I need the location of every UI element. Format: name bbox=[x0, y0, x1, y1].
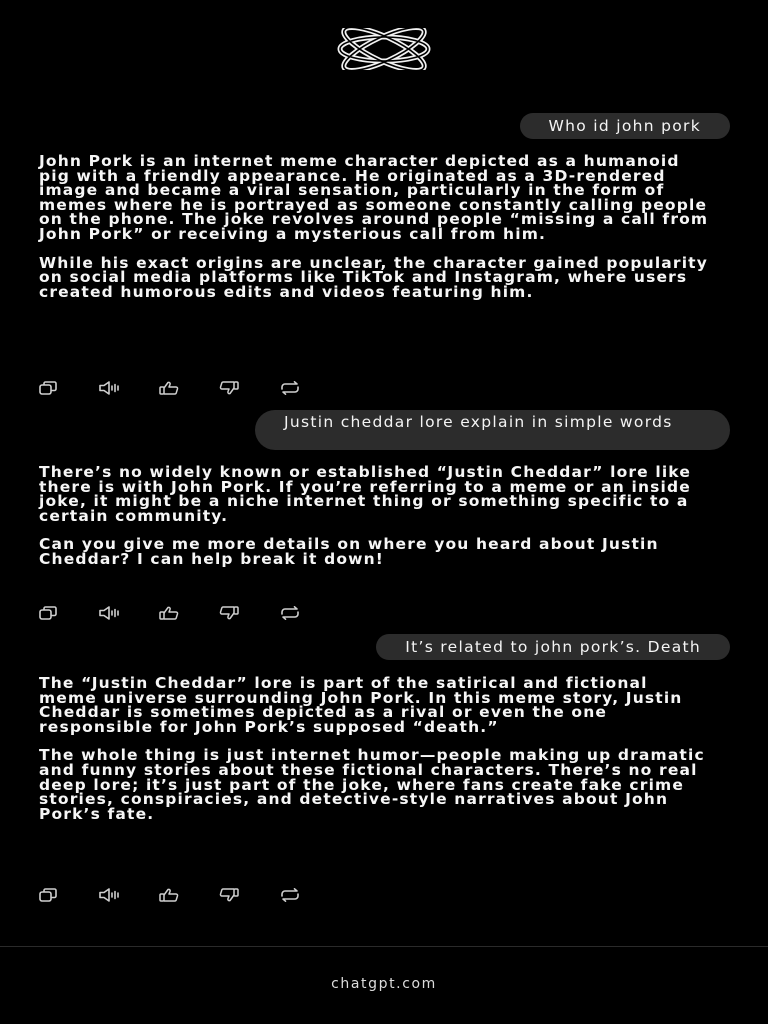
thumbs-up-icon bbox=[159, 381, 179, 395]
response-paragraph: The whole thing is just internet humor—people making up dramatic and funny stories about these fictional characters. There’s no real deep lore; it’s just part of the joke, where fans create fake crime stories, conspiracies, and detective-style narratives about John Pork’s fate. bbox=[39, 746, 705, 823]
read-aloud-button[interactable] bbox=[99, 605, 159, 621]
thumbs-down-icon bbox=[219, 888, 239, 902]
copy-button[interactable] bbox=[39, 380, 99, 396]
copy-icon bbox=[39, 381, 57, 395]
thumbs-up-button[interactable] bbox=[159, 887, 219, 903]
message-actions bbox=[39, 887, 339, 903]
thumbs-up-button[interactable] bbox=[159, 380, 219, 396]
read-aloud-icon bbox=[99, 888, 121, 902]
response-paragraph: While his exact origins are unclear, the character gained popularity on social media platforms like TikTok and Instagram, where users created humorous edits and videos featuring him. bbox=[39, 253, 708, 301]
footer-url[interactable]: chatgpt.com bbox=[331, 976, 437, 992]
thumbs-down-button[interactable] bbox=[219, 605, 279, 621]
read-aloud-button[interactable] bbox=[99, 887, 159, 903]
message-actions bbox=[39, 605, 339, 621]
response-paragraph: There’s no widely known or established “Justin Cheddar” lore like there is with John Pork. If you’re referring to a meme or an inside joke, it might be a niche internet thing or something specific to a certain community. bbox=[39, 463, 691, 525]
thumbs-down-button[interactable] bbox=[219, 887, 279, 903]
thumbs-up-icon bbox=[159, 888, 179, 902]
user-message: It’s related to john pork’s. Death bbox=[376, 634, 730, 660]
user-message: Who id john pork bbox=[520, 113, 730, 139]
thumbs-up-button[interactable] bbox=[159, 605, 219, 621]
regenerate-icon bbox=[279, 888, 301, 902]
regenerate-icon bbox=[279, 381, 301, 395]
thumbs-down-button[interactable] bbox=[219, 380, 279, 396]
response-paragraph: Can you give me more details on where you heard about Justin Cheddar? I can help break it down! bbox=[39, 535, 659, 568]
footer-divider bbox=[0, 946, 768, 947]
thumbs-up-icon bbox=[159, 606, 179, 620]
response-paragraph: John Pork is an internet meme character depicted as a humanoid pig with a friendly appearance. He originated as a 3D-rendered image and became a viral sensation, particularly in the form of memes where he is portrayed as someone constantly calling people on the phone. The joke revolves around people “missing a call from John Pork” or receiving a mysterious call from him. bbox=[39, 152, 709, 243]
read-aloud-icon bbox=[99, 381, 121, 395]
copy-button[interactable] bbox=[39, 887, 99, 903]
regenerate-icon bbox=[279, 606, 301, 620]
copy-button[interactable] bbox=[39, 605, 99, 621]
response-paragraph: The “Justin Cheddar” lore is part of the satirical and fictional meme universe surrounding John Pork. In this meme story, Justin Cheddar is sometimes depicted as a rival or even the one responsible for John Pork’s supposed “death.” bbox=[39, 674, 683, 736]
copy-icon bbox=[39, 606, 57, 620]
copy-icon bbox=[39, 888, 57, 902]
regenerate-button[interactable] bbox=[279, 605, 339, 621]
assistant-message bbox=[39, 465, 709, 581]
thumbs-down-icon bbox=[219, 381, 239, 395]
assistant-message bbox=[39, 676, 709, 835]
thumbs-down-icon bbox=[219, 606, 239, 620]
assistant-message bbox=[39, 154, 709, 313]
user-message: Justin cheddar lore explain in simple words bbox=[255, 410, 730, 450]
regenerate-button[interactable] bbox=[279, 887, 339, 903]
read-aloud-button[interactable] bbox=[99, 380, 159, 396]
regenerate-button[interactable] bbox=[279, 380, 339, 396]
openai-logo-icon bbox=[331, 28, 437, 70]
message-actions bbox=[39, 380, 339, 396]
read-aloud-icon bbox=[99, 606, 121, 620]
